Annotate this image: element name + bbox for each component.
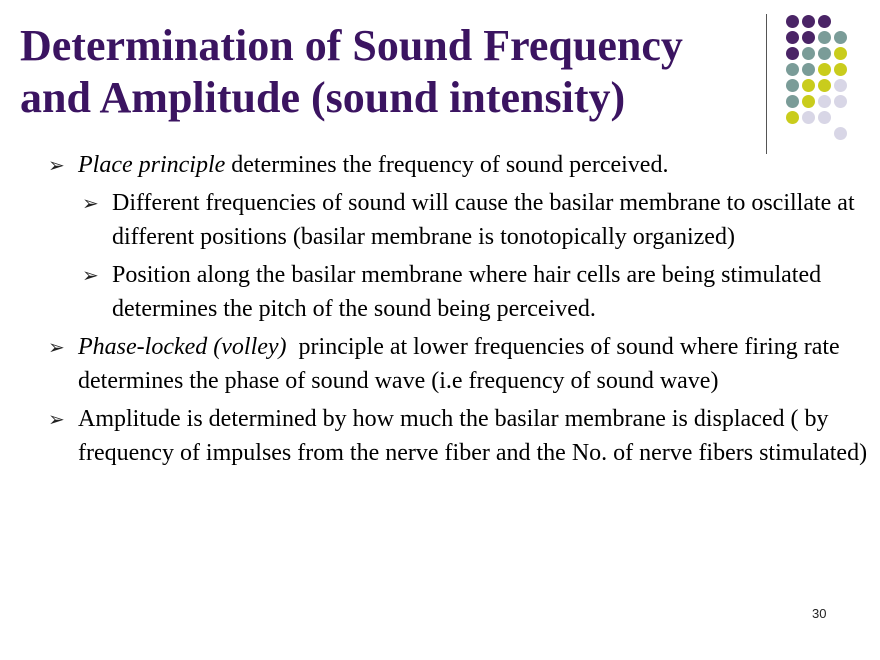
dot — [786, 111, 799, 124]
vertical-divider — [766, 14, 767, 154]
dot — [802, 95, 815, 108]
dot — [818, 95, 831, 108]
dot — [802, 47, 815, 60]
bullet-body: determines the frequency of sound perceived. — [225, 152, 669, 178]
bullet-place-principle — [48, 148, 868, 182]
bullet-amplitude — [48, 402, 868, 470]
slide-body — [48, 148, 868, 474]
dot — [802, 111, 815, 124]
arrow-bullet-icon: ➢ — [48, 335, 65, 359]
page-number: 30 — [812, 606, 827, 621]
dot — [818, 111, 831, 124]
bullet-body: principle at lower frequencies of sound where firing rate determines the phase of sound wave (i.e frequency of sound wave) — [78, 334, 846, 394]
dot — [786, 47, 799, 60]
dot — [786, 63, 799, 76]
dot — [802, 63, 815, 76]
bullet-text — [78, 148, 868, 182]
bullet-body: Amplitude is determined by how much the basilar membrane is displaced ( by frequency of impulses from the nerve fiber and the No. of nerve fibers stimulated) — [78, 406, 868, 466]
arrow-bullet-icon: ➢ — [82, 191, 99, 215]
dot — [818, 31, 831, 44]
bullet-phase-locked — [48, 330, 868, 398]
slide-title — [20, 20, 760, 124]
dot — [818, 15, 831, 28]
dot — [786, 15, 799, 28]
dot — [818, 79, 831, 92]
slide-title-line-2: and Amplitude (sound intensity) — [20, 73, 626, 122]
dot — [834, 79, 847, 92]
dot — [834, 63, 847, 76]
bullet-text — [78, 330, 868, 398]
sub-bullet-frequencies — [82, 186, 868, 254]
bullet-italic-term: Phase-locked (volley) — [78, 334, 287, 360]
dot — [834, 127, 847, 140]
dot — [818, 47, 831, 60]
dot — [834, 47, 847, 60]
arrow-bullet-icon: ➢ — [48, 407, 65, 431]
arrow-bullet-icon: ➢ — [48, 153, 65, 177]
bullet-italic-term: Place principle — [78, 152, 226, 178]
arrow-bullet-icon: ➢ — [82, 263, 99, 287]
slide-title-line-1: Determination of Sound Frequency — [20, 21, 683, 70]
dot — [834, 95, 847, 108]
bullet-text — [78, 402, 868, 470]
sub-bullet-text: Position along the basilar membrane where hair cells are being stimulated determines the pitch of the sound being perceived. — [112, 262, 822, 322]
dot — [786, 79, 799, 92]
dot — [802, 15, 815, 28]
dot — [802, 79, 815, 92]
dot — [802, 31, 815, 44]
dot — [786, 31, 799, 44]
dot — [786, 95, 799, 108]
dot — [818, 63, 831, 76]
sub-bullet-position — [82, 258, 868, 326]
sub-bullet-text: Different frequencies of sound will cause the basilar membrane to oscillate at different positions (basilar membrane is tonotopically organized) — [112, 190, 855, 250]
dot — [834, 31, 847, 44]
